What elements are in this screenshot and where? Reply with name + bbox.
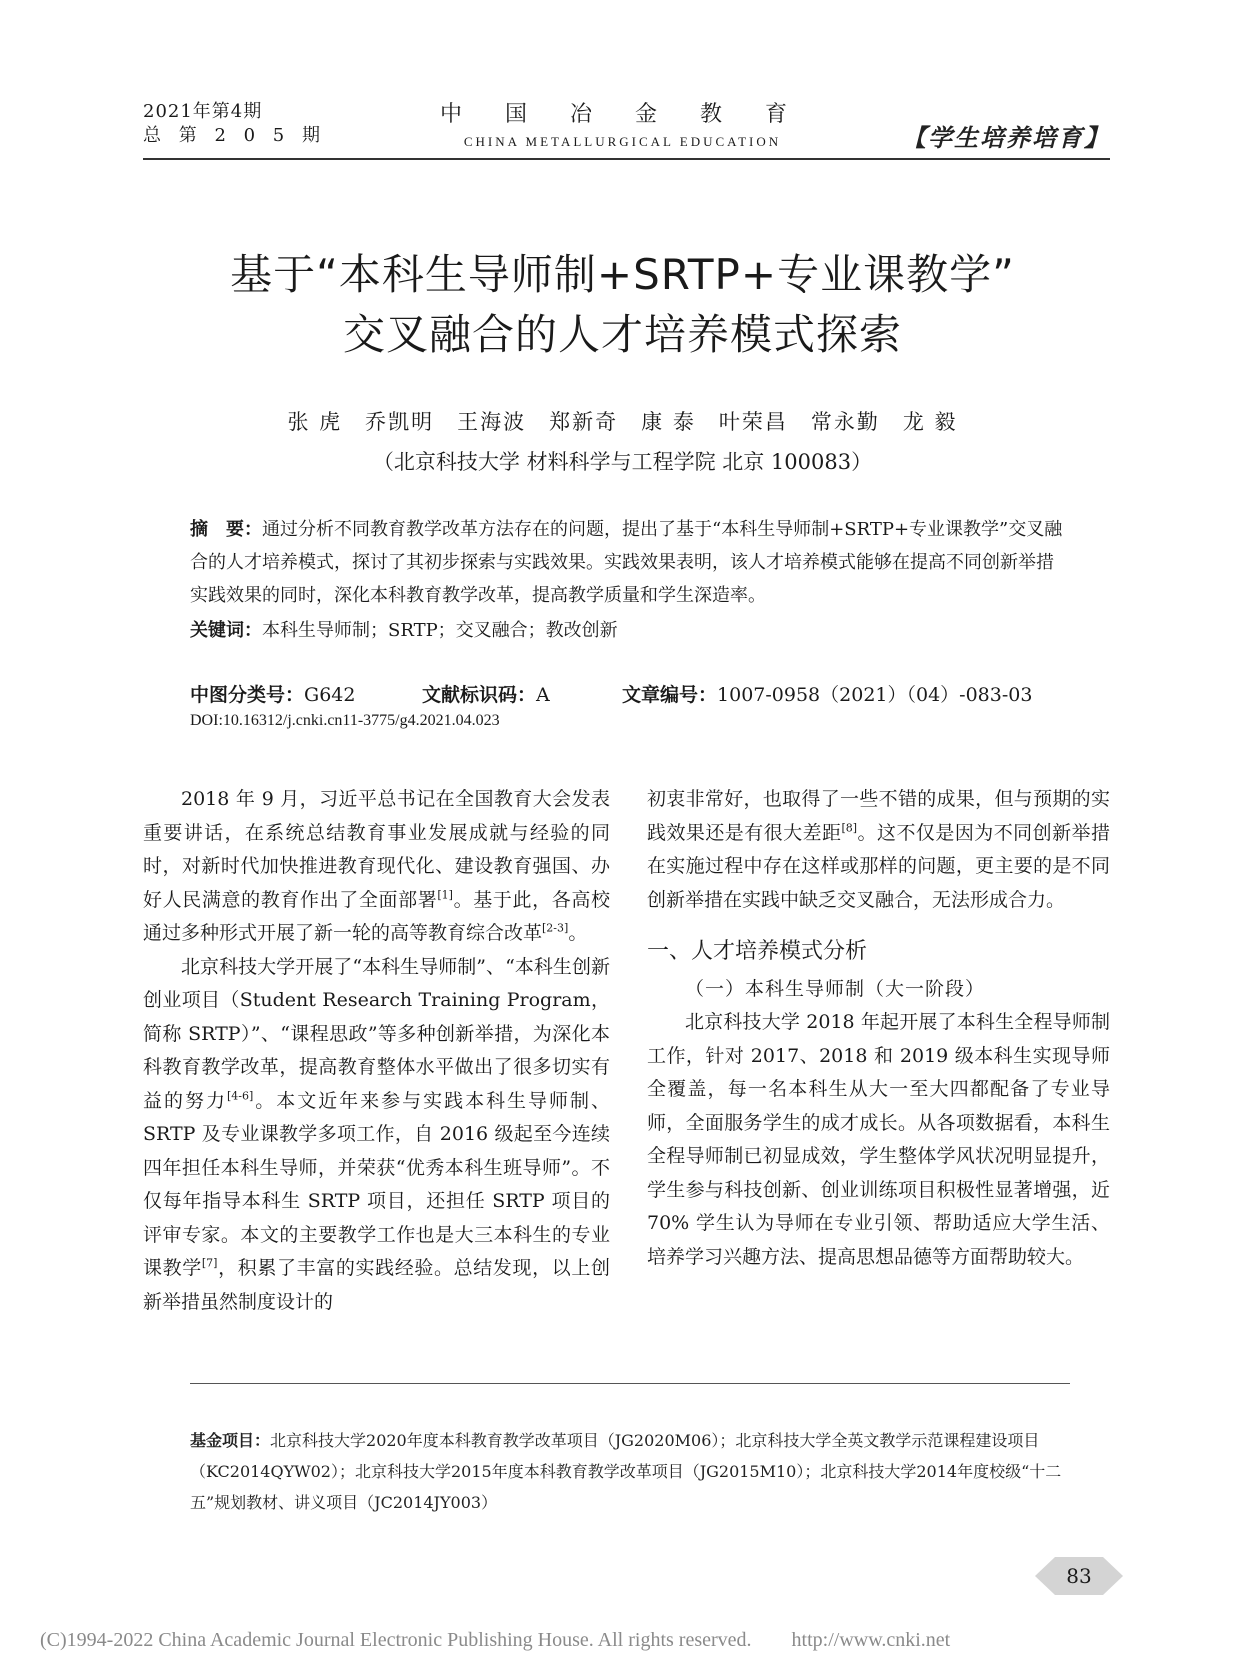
header-divider	[143, 158, 1110, 160]
article-number-label: 文章编号：	[622, 684, 718, 706]
abstract-label: 摘 要：	[190, 519, 262, 540]
clc-label: 中图分类号：	[190, 684, 305, 706]
fund-text: 北京科技大学2020年度本科教育教学改革项目（JG2020M06）；北京科技大学全英文教学示范课程建设项目（KC2014QYW02）；北京科技大学2015年度本科教育教学改革项目（JG2015M10）；北京科技大学2014年度校级“十二五”规划教材、讲义项目（JC2014JY003）	[190, 1431, 1062, 1512]
abstract-text: 通过分析不同教育教学改革方法存在的问题，提出了基于“本科生导师制+SRTP+专业课教学”交叉融合的人才培养模式，探讨了其初步探索与实践效果。实践效果表明，该人才培养模式能够在提高不同创新举措实践效果的同时，深化本科教育教学改革，提高教学质量和学生深造率。	[190, 519, 1063, 606]
body-right-column	[647, 783, 1110, 1274]
authors: 张 虎 乔凯明 王海波 郑新奇 康 泰 叶荣昌 常永勤 龙 毅	[287, 410, 958, 434]
paragraph: 初衷非常好，也取得了一些不错的成果，但与预期的实践效果还是有很大差距[8]。这不仅是因为不同创新举措在实施过程中存在这样或那样的问题，更主要的是不同创新举措在实践中缺乏交叉融合，无法形成合力。	[647, 788, 1110, 911]
keywords-label: 关键词：	[190, 620, 262, 641]
article-number-value: 1007-0958（2021）（04）-083-03	[717, 684, 1033, 706]
citation: [2-3]	[542, 921, 569, 935]
paragraph: 北京科技大学开展了“本科生导师制”、“本科生创新创业项目（Student Research Training Program，简称 SRTP）”、“课程思政”等多种创新举措，为深化本科教育教学改革，提高教育整体水平做出了很多切实有益的努力[4-6]。本文近年来参与实践本科生导师制、SRTP 及专业课教学多项工作，自 2016 级起至今连续四年担任本科生导师，并荣获“优秀本科生班导师”。不仅每年指导本科生 SRTP 项目，还担任 SRTP 项目的评审专家。本文的主要教学工作也是大三本科生的专业课教学[7]，积累了丰富的实践经验。总结发现，以上创新举措虽然制度设计的	[143, 955, 610, 1313]
abstract-block	[190, 513, 1070, 647]
article-title	[0, 245, 1245, 365]
citation: [4-6]	[226, 1089, 254, 1103]
journal-name-cn: 中 国 冶 金 教 育	[440, 102, 805, 127]
doc-code-value: A	[536, 684, 550, 706]
journal-name-en: CHINA METALLURGICAL EDUCATION	[463, 134, 782, 149]
doi: DOI:10.16312/j.cnki.cn11-3775/g4.2021.04.023	[190, 712, 500, 729]
doc-code-label: 文献标识码：	[422, 684, 537, 706]
column-label: 【学生培养培育】	[902, 123, 1110, 152]
fund-note	[190, 1425, 1070, 1518]
page-number: 83	[1066, 1564, 1092, 1588]
keywords-text: 本科生导师制；SRTP；交叉融合；教改创新	[262, 620, 618, 641]
issue-year: 2021年第4期	[143, 101, 263, 122]
clc-value: G642	[304, 684, 356, 706]
affiliation: （北京科技大学 材料科学与工程学院 北京 100083）	[372, 450, 873, 474]
issue-total: 总 第 2 0 5 期	[143, 125, 326, 146]
subsection-heading: （一）本科生导师制（大一阶段）	[685, 977, 986, 1000]
title-line-2: 交叉融合的人才培养模式探索	[342, 310, 902, 359]
abstract	[190, 513, 1070, 612]
classification-row	[190, 680, 1032, 707]
section-heading: 一、人才培养模式分析	[647, 939, 868, 964]
page-number-badge	[1035, 1557, 1123, 1595]
fund-label: 基金项目：	[190, 1431, 271, 1450]
citation: [7]	[201, 1256, 218, 1270]
paragraph: 北京科技大学 2018 年起开展了本科生全程导师制工作，针对 2017、2018 和 2019 级本科生实现导师全覆盖，每一名本科生从大一至大四都配备了专业导师，全面服务学生的成才成长。从各项数据看，本科生全程导师制已初显成效，学生整体学风状况明显提升，学生参与科技创新、创业训练项目积极性显著增强，近 70% 学生认为导师在专业引领、帮助适应大学生活、培养学习兴趣方法、提高思想品德等方面帮助较大。	[647, 1011, 1110, 1268]
footnote-divider	[190, 1383, 1070, 1384]
copyright-notice: (C)1994-2022 China Academic Journal Electronic Publishing House. All rights reserved. http://www.cnki.net	[40, 1629, 951, 1651]
paragraph: 2018 年 9 月，习近平总书记在全国教育大会发表重要讲话，在系统总结教育事业发展成就与经验的同时，对新时代加快推进教育现代化、建设教育强国、办好人民满意的教育作出了全面部署[1]。基于此，各高校通过多种形式开展了新一轮的高等教育综合改革[2-3]。	[143, 788, 610, 944]
title-line-1: 基于“本科生导师制+SRTP+专业课教学”	[230, 250, 1015, 299]
citation: [8]	[841, 821, 858, 835]
citation: [1]	[437, 888, 453, 902]
keywords	[190, 614, 1070, 647]
body-left-column	[143, 783, 610, 1319]
